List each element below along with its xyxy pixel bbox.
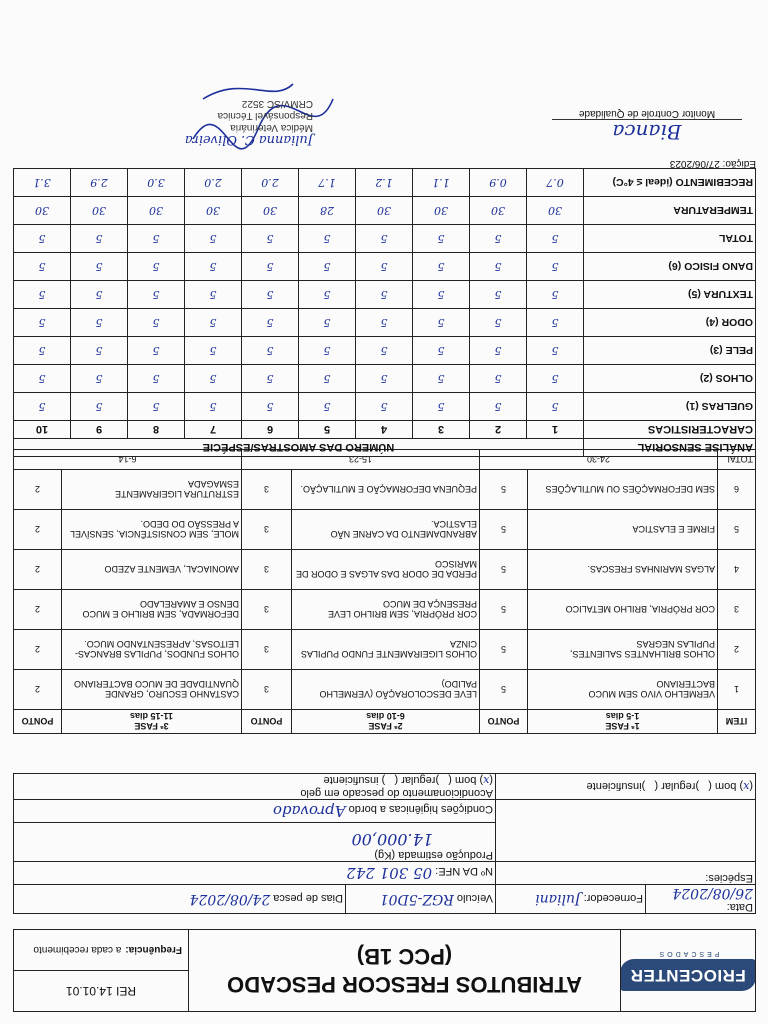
hygiene-opt-insuf: insuficiente [586,780,642,792]
sensory-value[interactable]: 5 [470,337,527,365]
criteria-row [14,550,756,590]
sensory-value[interactable]: 0.9 [470,169,527,197]
sensory-value[interactable]: 5 [527,393,584,421]
fishing-days-label: Dias de pesca [273,892,343,904]
h-phase3: 3ª FASE 11-15 dias [62,710,242,734]
sensory-value[interactable]: 30 [470,197,527,225]
criteria-row [14,470,756,510]
sensory-value[interactable]: 5 [242,253,299,281]
sensory-value[interactable]: 5 [356,309,413,337]
sensory-value[interactable]: 1.2 [356,169,413,197]
h-item: ITEM [718,710,756,734]
sensory-row-label: TEXTURA (5) [584,281,756,309]
criteria-cell-f1: COR PRÓPRIA, BRILHO METALICO [528,590,718,630]
production-label: Produção estimada (Kg) [374,849,493,861]
criteria-row [14,510,756,550]
criteria-cell-f1: ALGAS MARINHAS FRESCAS. [528,550,718,590]
sensory-value[interactable]: 5 [242,309,299,337]
resp-crmv: CRMV/SC 3522 [241,98,313,109]
sensory-row-label: TEMPERATURA [584,197,756,225]
sensory-value[interactable]: 5 [527,309,584,337]
criteria-cell-p2: 3 [242,630,292,670]
production-cell [13,823,495,862]
hygiene-opt-regular: regular [661,780,696,792]
criteria-cell-p3: 2 [14,550,62,590]
criteria-total-phase3: 6-14 [14,450,242,470]
technical-stamp [183,97,353,159]
sensory-value[interactable]: 5 [299,393,356,421]
sensory-value[interactable]: 5 [128,309,185,337]
production-value: 14.000,00 [351,830,433,849]
criteria-cell-p1: 5 [480,670,528,710]
sensory-row-label: PELE (3) [584,337,756,365]
monitor-label: Monitor Controle de Qualidade [552,108,742,120]
criteria-total-phase2: 15-23 [242,450,480,470]
sensory-table [13,168,756,457]
sensory-value[interactable]: 5 [527,253,584,281]
supplier-value: Juliani [535,891,581,907]
criteria-cell-p1: 5 [480,470,528,510]
sensory-value[interactable]: 5 [242,225,299,253]
sensory-value[interactable]: 5 [71,365,128,393]
sample-number: 5 [299,421,356,439]
h-phase2: 2ª FASE 6-10 dias [292,710,480,734]
sensory-value[interactable]: 5 [299,365,356,393]
sample-number: 8 [128,421,185,439]
criteria-row [14,630,756,670]
sensory-row-label: TOTAL [584,225,756,253]
sensory-value[interactable]: 5 [185,393,242,421]
nfe-label: Nº DA NFE: [435,865,493,877]
sensory-value[interactable]: 5 [13,309,70,337]
sensory-value[interactable]: 28 [299,197,356,225]
sensory-value[interactable]: 30 [242,197,299,225]
criteria-cell-f3: MOLE, SEM CONSISTÊNCIA, SENSÍVEL A PRESSÃO DO DEDO. [62,510,242,550]
date-label: Data: [726,901,753,913]
criteria-cell-f3: CASTANHO ESCURO, GRANDE QUANTIDADE DE MUCO BACTERIANO [62,670,242,710]
brand-sub: PESCADOS [656,950,720,957]
header-table [13,929,756,1012]
sensory-value[interactable]: 5 [185,337,242,365]
vehicle-label: Veículo [456,892,493,904]
sensory-value[interactable]: 5 [71,281,128,309]
sensory-value[interactable]: 5 [71,225,128,253]
supplier-cell [496,885,646,914]
sensory-value[interactable]: 5 [242,365,299,393]
criteria-cell-p3: 2 [14,590,62,630]
criteria-cell-p3: 2 [14,470,62,510]
sensory-row-label: RECEBIMENTO (ideal ≤ 4°C) [584,169,756,197]
sensory-value[interactable]: 2.0 [242,169,299,197]
criteria-cell-p2: 3 [242,550,292,590]
sensory-body [13,169,755,421]
sensory-row [13,281,755,309]
sensory-value[interactable]: 5 [356,393,413,421]
sensory-value[interactable]: 30 [13,197,70,225]
criteria-cell-item: 3 [718,590,756,630]
sensory-value[interactable]: 5 [470,281,527,309]
criteria-cell-p2: 3 [242,510,292,550]
sensory-value[interactable]: 5 [128,281,185,309]
sensory-row [13,365,755,393]
criteria-cell-f3: DEFORMADA, SEM BRILHO E MUCO DENSO E AMARELADO [62,590,242,630]
sensory-row [13,225,755,253]
sensory-row-label: ODOR (4) [584,309,756,337]
frequency-value: a cada recebimento [33,944,122,956]
sensory-value[interactable]: 2.9 [71,169,128,197]
sensory-value[interactable]: 5 [413,225,470,253]
code-cell [14,930,189,1012]
criteria-table [13,449,756,734]
species-label: Espécies: [705,872,753,884]
criteria-cell-f2: OLHOS LIGEIRAMENTE FUNDO PUPILAS CINZA [292,630,480,670]
sensory-value[interactable]: 5 [413,393,470,421]
criteria-cell-f1: OLHOS BRILHANTES SALIENTES, PUPILAS NEGRAS [528,630,718,670]
sensory-value[interactable]: 5 [71,309,128,337]
criteria-cell-p1: 5 [480,590,528,630]
criteria-cell-f2: ABRANDAMENTO DA CARNE NÃO ELASTICA. [292,510,480,550]
sensory-value[interactable]: 5 [128,225,185,253]
sensory-value[interactable]: 5 [242,337,299,365]
sensory-value[interactable]: 5 [128,253,185,281]
sensory-row [13,253,755,281]
sensory-value[interactable]: 30 [527,197,584,225]
criteria-cell-p2: 3 [242,590,292,630]
sensory-value[interactable]: 5 [128,337,185,365]
sample-number: 6 [242,421,299,439]
ice-opt-regular: regular [401,774,436,786]
sample-number: 9 [71,421,128,439]
sample-number: 1 [527,421,584,439]
sensory-value[interactable]: 30 [128,197,185,225]
sensory-value[interactable]: 5 [470,309,527,337]
sensory-value[interactable]: 5 [128,365,185,393]
sensory-value[interactable]: 5 [527,281,584,309]
criteria-cell-f2: PEQUENA DEFORMAÇÃO E MUTILAÇÃO. [292,470,480,510]
sensory-value[interactable]: 5 [470,225,527,253]
criteria-body [14,470,756,710]
samples-label: NÚMERO DAS AMOSTRAS/ESPÉCIE [13,439,583,457]
monitor-signature: Bianca [612,120,682,144]
criteria-cell-p2: 3 [242,470,292,510]
monitor-block [552,108,742,144]
sensory-value[interactable]: 5 [13,281,70,309]
title-cell [189,930,621,1012]
species-space [496,800,756,862]
sensory-value[interactable]: 30 [71,197,128,225]
sensory-value[interactable]: 5 [470,393,527,421]
sample-number: 2 [470,421,527,439]
sensory-value[interactable]: 5 [128,393,185,421]
sensory-value[interactable]: 30 [413,197,470,225]
ice-cell: Acondicionamento do pescado em gelo (x) bom ( )regular ( ) insuficiente [13,774,495,800]
criteria-cell-f1: VERMELHO VIVO SEM MUCO BACTERIANO [528,670,718,710]
edition-text: Edição: 27/06/2023 [669,158,756,169]
sensory-value[interactable]: 5 [413,253,470,281]
fishing-days-value: 24/08/2024 [189,891,271,907]
h-ponto1: PONTO [480,710,528,734]
sensory-value[interactable]: 5 [13,253,70,281]
criteria-cell-f1: FIRME E ELASTICA [528,510,718,550]
sensory-value[interactable]: 5 [185,281,242,309]
resp-name: Julianna C. Oliveira [184,132,313,147]
sample-number: 4 [356,421,413,439]
hygiene-cell [13,800,495,823]
hygiene-options-cell: (x) bom ( )regular ( )insuficiente [496,774,756,800]
fishing-days-cell [13,885,345,914]
date-cell [646,885,756,914]
sensory-value[interactable]: 1.7 [299,169,356,197]
hygiene-opt-bom: bom [714,780,737,792]
hygiene-value: Aprovado [272,802,346,820]
resp-role2: Responsável Técnica [217,110,313,121]
sensory-value[interactable]: 5 [242,281,299,309]
frequency-label: Frequência: [125,944,182,956]
sensory-row [13,393,755,421]
criteria-cell-f3: OLHOS FUNDOS, PUPILAS BRANCAS-LEITOSAS, APRESENTANDO MUCO. [62,630,242,670]
criteria-cell-item: 1 [718,670,756,710]
species-cell [496,862,756,885]
criteria-row [14,670,756,710]
nfe-cell [13,862,495,885]
sensory-value[interactable]: 5 [413,309,470,337]
sensory-value[interactable]: 5 [185,365,242,393]
sensory-value[interactable]: 5 [356,337,413,365]
criteria-cell-p2: 3 [242,670,292,710]
sensory-row-label: OLHOS (2) [584,365,756,393]
criteria-cell-f2: PERDA DE ODOR DAS ALGAS E ODOR DE MARISCO [292,550,480,590]
sensory-row-label: GUELRAS (1) [584,393,756,421]
criteria-cell-f2: LEVE DESCOLORAÇÃO (VERMELHO PALIDO) [292,670,480,710]
criteria-cell-item: 4 [718,550,756,590]
ice-bom-mark: x [483,774,490,787]
ice-label: Acondicionamento do pescado em gelo [300,787,493,799]
criteria-cell-p3: 2 [14,670,62,710]
criteria-row [14,590,756,630]
sensory-value[interactable]: 2.0 [185,169,242,197]
sample-number: 7 [185,421,242,439]
sensory-value[interactable]: 30 [356,197,413,225]
sensory-value[interactable]: 5 [299,309,356,337]
sensory-value[interactable]: 5 [413,337,470,365]
sensory-value[interactable]: 5 [299,281,356,309]
hygiene-bom-mark: x [743,780,750,793]
doc-code: REI 14.01.01 [14,970,188,1011]
criteria-cell-item: 2 [718,630,756,670]
sensory-value[interactable]: 5 [356,281,413,309]
criteria-cell-p1: 5 [480,630,528,670]
sensory-value[interactable]: 5 [185,309,242,337]
sensory-row [13,309,755,337]
sensory-value[interactable]: 3.1 [13,169,70,197]
sensory-value[interactable]: 5 [242,393,299,421]
sensory-value[interactable]: 5 [356,253,413,281]
criteria-cell-f2: COR PRÓPRIA, SEM BRILHO LEVE PRESENÇA DE MUCO [292,590,480,630]
criteria-cell-f1: SEM DEFORMAÇÕES OU MUTILAÇÕES [528,470,718,510]
vehicle-value: RGZ-5D01 [379,891,454,907]
ice-opt-insuf: insuficiente [323,774,379,786]
sensory-value[interactable]: 5 [13,393,70,421]
characteristics-label: CARACTERISTICAS [584,421,756,439]
criteria-cell-f3: ESTRUTURA LIGEIRAMENTE ESMAGADA [62,470,242,510]
sensory-value[interactable]: 5 [299,253,356,281]
sensory-row [13,337,755,365]
criteria-cell-p3: 2 [14,510,62,550]
criteria-cell-p3: 2 [14,630,62,670]
sensory-value[interactable]: 5 [185,225,242,253]
sensory-value[interactable]: 5 [71,253,128,281]
sensory-value[interactable]: 1.1 [413,169,470,197]
criteria-cell-p1: 5 [480,510,528,550]
sensory-value[interactable]: 5 [413,281,470,309]
form-subtitle: (PCC 1B) [356,944,453,970]
h-phase1: 1ª FASE 1-5 dias [528,710,718,734]
sensory-row-label: DANO FISICO (6) [584,253,756,281]
brand-logo: FRIOCENTER [621,959,756,991]
hygiene-label: Condições higiênicas a bordo [348,803,493,815]
date-value: 26/08/2024 [672,885,753,901]
sensory-value[interactable]: 0.7 [527,169,584,197]
sensory-value[interactable]: 5 [13,337,70,365]
sensory-value[interactable]: 5 [527,365,584,393]
sensory-value[interactable]: 5 [299,225,356,253]
form-title: ATRIBUTOS FRESCOR PESCADO [227,972,582,998]
sample-number: 10 [13,421,70,439]
sensory-value[interactable]: 5 [13,225,70,253]
sensory-value[interactable]: 5 [470,365,527,393]
criteria-cell-item: 5 [718,510,756,550]
sample-number: 3 [413,421,470,439]
sensory-value[interactable]: 5 [527,225,584,253]
sensory-value[interactable]: 5 [185,253,242,281]
sensory-value[interactable]: 5 [299,337,356,365]
resp-role1: Médica Veterinária [230,122,313,133]
h-ponto2: PONTO [242,710,292,734]
criteria-total-phase1: 24-30 [480,450,718,470]
sensory-value[interactable]: 3.0 [128,169,185,197]
logo-cell [621,930,756,1012]
sensory-row [13,169,755,197]
criteria-cell-f3: AMONIACAL, VEMENTE AZEDO [62,550,242,590]
vehicle-cell [346,885,496,914]
h-ponto3: PONTO [14,710,62,734]
sensory-value[interactable]: 5 [527,337,584,365]
nfe-value: 05 301 242 [346,864,433,882]
sensory-title: ANÁLISE SENSORIAL [584,439,756,457]
sensory-value[interactable]: 5 [470,253,527,281]
sensory-value[interactable]: 5 [413,365,470,393]
sensory-value[interactable]: 5 [356,365,413,393]
sample-number-row [13,421,755,439]
sensory-value[interactable]: 5 [356,225,413,253]
criteria-cell-p1: 5 [480,550,528,590]
sensory-value[interactable]: 5 [71,337,128,365]
criteria-cell-item: 6 [718,470,756,510]
ice-opt-bom: bom [454,774,477,786]
sensory-value[interactable]: 30 [185,197,242,225]
criteria-total-label: TOTAL [718,450,756,470]
supplier-label: Fornecedor: [583,892,643,904]
sensory-row [13,197,755,225]
sensory-value[interactable]: 5 [13,365,70,393]
info-table [13,773,756,914]
sensory-value[interactable]: 5 [71,393,128,421]
